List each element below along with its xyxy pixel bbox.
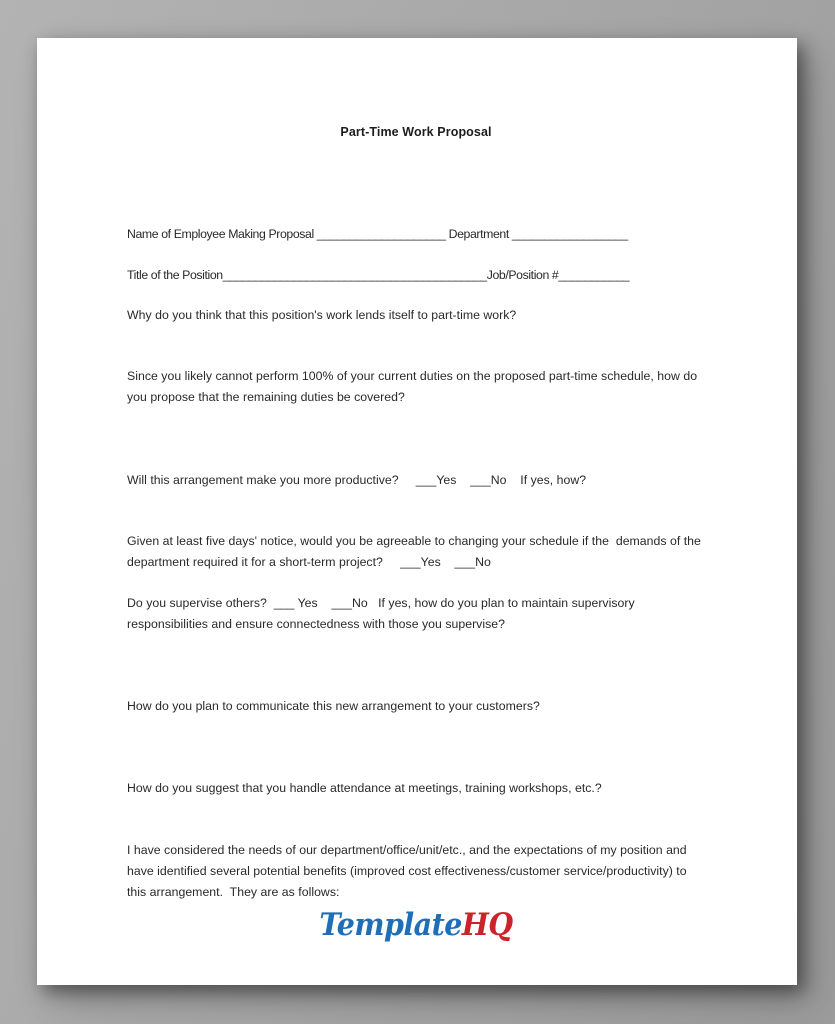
logo-text-hq: HQ [461,907,513,943]
templatehq-logo [127,907,705,943]
logo-text-template: Template [319,907,462,943]
document-content [127,38,705,985]
page-title: Part-Time Work Proposal [340,125,492,139]
field-employee-name-department: Name of Employee Making Proposal ____________________ Department __________________ [127,227,628,241]
question-communicate-customers: How do you plan to communicate this new arrangement to your customers? [127,699,540,713]
document-page [37,38,797,985]
question-remaining-duties: Since you likely cannot perform 100% of your current duties on the proposed part-time schedule, how do you propose that the remaining duties be covered? [127,369,701,404]
question-meetings-attendance: How do you suggest that you handle attendance at meetings, training workshops, etc.? [127,781,602,795]
question-schedule-change-notice: Given at least five days' notice, would you be agreeable to changing your schedule if the demands of the department required it for a short-term project? ___Yes ___No [127,534,705,569]
document-page-container [37,38,797,985]
question-why-part-time: Why do you think that this position's work lends itself to part-time work? [127,308,517,322]
question-more-productive: Will this arrangement make you more productive? ___Yes ___No If yes, how? [127,473,587,487]
question-supervise-others: Do you supervise others? ___ Yes ___No If yes, how do you plan to maintain supervisory responsibilities and ensure connectedness with those you supervise? [127,596,639,631]
statement-benefits: I have considered the needs of our department/office/unit/etc., and the expectations of my position and have identified several potential benefits (improved cost effectiveness/customer service/productivity) to this arrangement. They are as follows: [127,843,691,899]
field-position-title-job-number: Title of the Position_________________________________________Job/Position #___________ [127,268,630,282]
